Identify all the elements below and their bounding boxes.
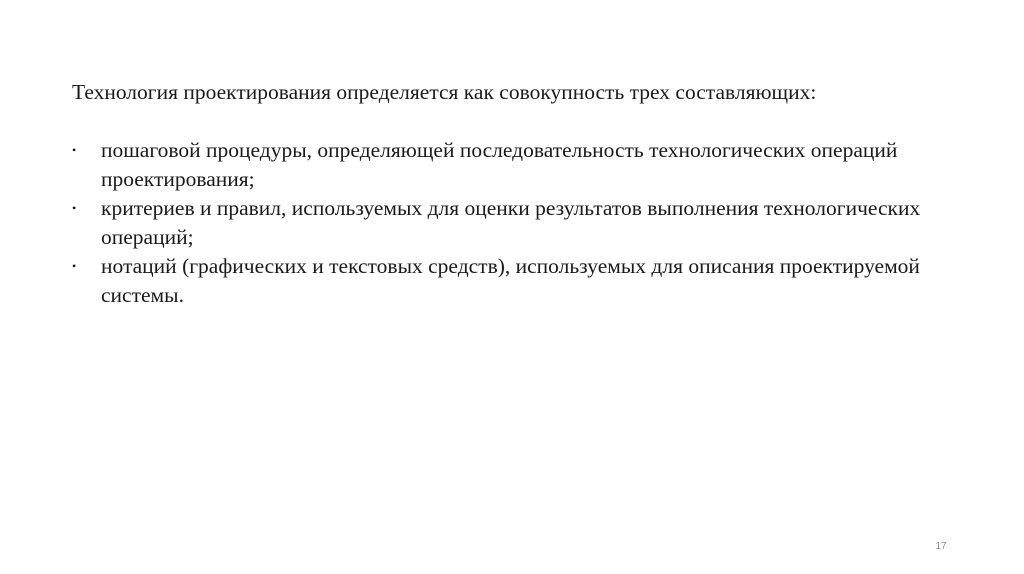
bullet-text: нотаций (графических и текстовых средств), используемых для описания проектируемой системы. <box>101 254 920 307</box>
page-number: 17 <box>935 541 947 552</box>
bullet-text: пошаговой процедуры, определяющей последовательность технологических операций проектирования; <box>101 138 898 191</box>
bullet-list <box>72 136 972 310</box>
bullet-dot-icon: • <box>72 259 77 273</box>
bullet-dot-icon: • <box>72 143 77 157</box>
bullet-text: критериев и правил, используемых для оценки результатов выполнения технологических операций; <box>101 196 921 249</box>
bullet-dot-icon: • <box>72 201 77 215</box>
bullet-item <box>72 136 972 194</box>
intro-paragraph: Технология проектирования определяется как совокупность трех составляющих: <box>72 80 817 104</box>
bullet-item <box>72 194 972 252</box>
slide-content <box>72 78 972 310</box>
bullet-item <box>72 252 972 310</box>
